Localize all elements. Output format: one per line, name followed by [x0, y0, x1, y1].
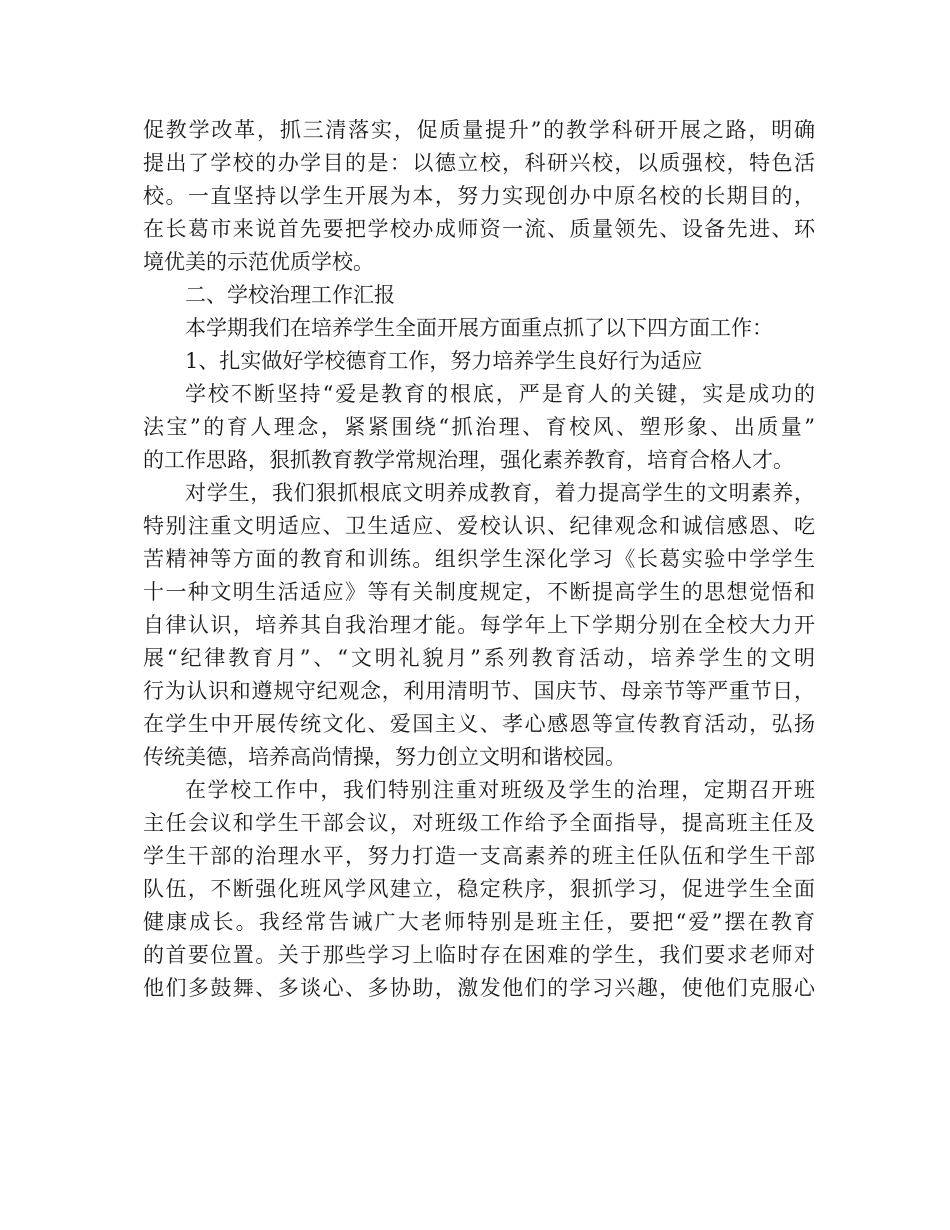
- text-line: 队伍，不断强化班风学风建立，稳定秩序，狠抓学习，促进学生全面: [143, 877, 815, 901]
- text-line: 在学生中开展传统文化、爱国主义、孝心感恩等宣传教育活动，弘扬: [143, 712, 815, 736]
- text-line: 特别注重文明适应、卫生适应、爱校认识、纪律观念和诚信感恩、吃: [143, 514, 815, 538]
- text-line: 对学生，我们狠抓根底文明养成教育，着力提高学生的文明素养，: [185, 481, 815, 505]
- text-line: 健康成长。我经常告诫广大老师特别是班主任，要把“爱”摆在教育: [143, 910, 815, 934]
- text-line: 在学校工作中，我们特别注重对班级及学生的治理，定期召开班: [185, 778, 815, 802]
- text-line: 的工作思路，狠抓教育教学常规治理，强化素养教育，培育合格人才。: [143, 448, 794, 472]
- text-line: 展“纪律教育月”、“文明礼貌月”系列教育活动，培养学生的文明: [143, 646, 815, 670]
- text-line: 学校不断坚持“爱是教育的根底，严是育人的关键，实是成功的: [185, 382, 815, 406]
- text-line: 校。一直坚持以学生开展为本，努力实现创办中原名校的长期目的，: [143, 184, 815, 208]
- text-line: 促教学改革，抓三清落实，促质量提升”的教学科研开展之路，明确: [143, 118, 815, 142]
- text-line: 学生干部的治理水平，努力打造一支高素养的班主任队伍和学生干部: [143, 844, 815, 868]
- text-line: 主任会议和学生干部会议，对班级工作给予全面指导，提高班主任及: [143, 811, 815, 835]
- text-line: 在长葛市来说首先要把学校办成师资一流、质量领先、设备先进、环: [143, 217, 815, 241]
- text-line: 本学期我们在培养学生全面开展方面重点抓了以下四方面工作：: [185, 316, 773, 340]
- text-line: 的首要位置。关于那些学习上临时存在困难的学生，我们要求老师对: [143, 943, 815, 967]
- document-body: [143, 114, 815, 1005]
- text-line: 提出了学校的办学目的是：以德立校，科研兴校，以质强校，特色活: [143, 151, 815, 175]
- text-line: 二、学校治理工作汇报: [185, 283, 395, 307]
- text-line: 法宝”的育人理念，紧紧围绕“抓治理、育校风、塑形象、出质量”: [143, 415, 815, 439]
- text-line: 苦精神等方面的教育和训练。组织学生深化学习《长葛实验中学学生: [143, 547, 815, 571]
- text-line: 十一种文明生活适应》等有关制度规定，不断提高学生的思想觉悟和: [143, 580, 815, 604]
- text-line: 境优美的示范优质学校。: [143, 250, 374, 274]
- text-line: 1、扎实做好学校德育工作，努力培养学生良好行为适应: [185, 349, 703, 373]
- text-line: 传统美德，培养高尚情操，努力创立文明和谐校园。: [143, 745, 626, 769]
- text-line: 自律认识，培养其自我治理才能。每学年上下学期分别在全校大力开: [143, 613, 815, 637]
- text-line: 行为认识和遵规守纪观念，利用清明节、国庆节、母亲节等严重节日，: [143, 679, 815, 703]
- text-line: 他们多鼓舞、多谈心、多协助，激发他们的学习兴趣，使他们克服心: [143, 976, 815, 1000]
